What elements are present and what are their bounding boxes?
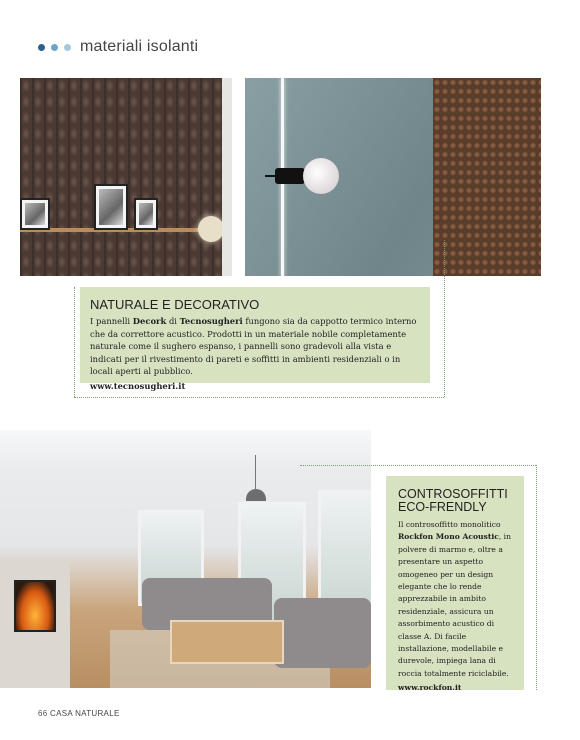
photo-frame-2 bbox=[94, 184, 128, 230]
article-box-ceiling bbox=[386, 476, 524, 693]
ceiling bbox=[0, 430, 371, 470]
lamp-socket bbox=[275, 168, 305, 184]
dotted-connector-4 bbox=[300, 465, 536, 466]
box1-title: NATURALE E DECORATIVO bbox=[90, 297, 260, 312]
cork-wall-photo bbox=[20, 78, 232, 276]
box2-title: CONTROSOFFITTI ECO-FRENDLY bbox=[398, 487, 508, 514]
cork-panel-closeup bbox=[433, 78, 541, 276]
photo-frame-1 bbox=[20, 198, 50, 230]
header-dot-2 bbox=[51, 44, 58, 51]
pendant-lamp bbox=[246, 455, 266, 509]
wall-edge bbox=[222, 78, 232, 276]
dotted-connector-1 bbox=[74, 287, 75, 397]
magazine-name: CASA NATURALE bbox=[50, 709, 120, 718]
header-dot-1 bbox=[38, 44, 45, 51]
fire bbox=[14, 580, 56, 632]
sofa-right bbox=[274, 598, 371, 668]
box2-link[interactable]: www.rockfon.it bbox=[398, 683, 462, 693]
photo-frame-3 bbox=[134, 198, 158, 230]
box1-body: I pannelli Decork di Tecnosugheri fungono sia da cappotto termico interno che da correttore acustico. Prodotti in un materiale nobile completamente naturale come il sughero espanso, i pannelli sono gradevoli alla vista e indicati per il rivestimento di pareti e soffitti in ambienti residenziali o in locali aperti al pubblico. bbox=[90, 316, 417, 376]
dotted-connector-2 bbox=[74, 397, 444, 398]
box1-link[interactable]: www.tecnosugheri.it bbox=[90, 380, 186, 391]
box2-body: Il controsoffitto monolitico Rockfon Mono Acoustic, in polvere di marmo e, oltre a presentare un aspetto omogeneo per un design elegante che lo rende apprezzabile in ambito residenziale, assicura un assorbimento acustico di classe A. Di facile installazione, modellabile e durevole, impiega lana di roccia totalmente riciclabile. bbox=[398, 520, 512, 678]
page-number: 66 bbox=[38, 709, 48, 718]
dotted-connector-5 bbox=[536, 465, 537, 690]
section-header bbox=[38, 38, 198, 56]
article-box-natural bbox=[80, 287, 430, 391]
section-title: materiali isolanti bbox=[80, 38, 199, 55]
wall-lamp bbox=[198, 216, 224, 242]
coffee-table bbox=[170, 620, 284, 664]
page-footer bbox=[38, 709, 120, 718]
living-room-photo bbox=[0, 430, 371, 688]
lamp-wall-photo bbox=[245, 78, 541, 276]
header-dot-3 bbox=[64, 44, 71, 51]
dotted-connector-3 bbox=[444, 240, 445, 397]
light-bulb bbox=[303, 158, 339, 194]
